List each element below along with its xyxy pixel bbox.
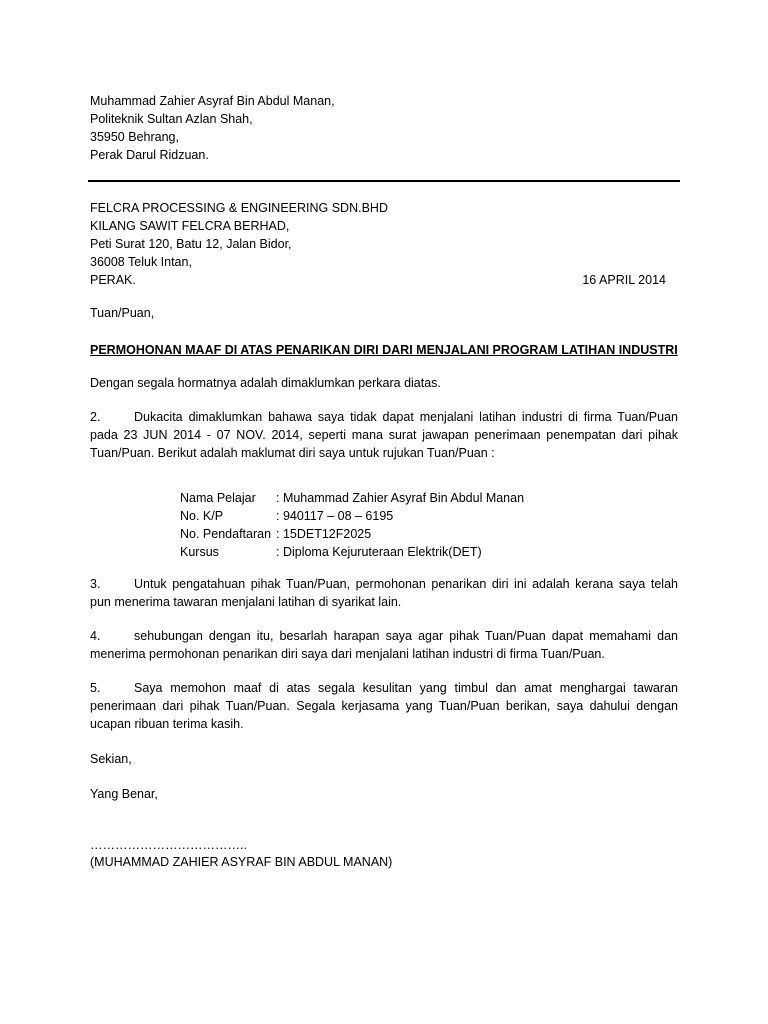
detail-label: Nama Pelajar (180, 491, 256, 505)
recipient-date-row (90, 271, 678, 289)
detail-label: Kursus (180, 545, 219, 559)
recipient-line: Peti Surat 120, Batu 12, Jalan Bidor, (90, 237, 292, 251)
paragraph-4 (90, 627, 678, 663)
recipient-line: PERAK. (90, 273, 136, 287)
paragraph-number: 2. (90, 410, 101, 424)
student-details (180, 489, 524, 561)
signature-line: ……………………………….. (90, 838, 247, 852)
detail-value: : 940117 – 08 – 6195 (276, 509, 394, 523)
detail-row (180, 525, 524, 543)
recipient-line: KILANG SAWIT FELCRA BERHAD, (90, 219, 290, 233)
sender-address-line: Perak Darul Ridzuan. (90, 148, 209, 162)
paragraph-2 (90, 408, 678, 462)
header-divider (88, 180, 680, 182)
detail-label: No. K/P (180, 509, 224, 523)
paragraph-text: Dukacita dimaklumkan bahawa saya tidak dapat menjalani latihan industri di firma Tuan/Puan pada 23 JUN 2014 - 07 NOV. 2014, seperti mana surat jawapan penerimaan penempatan dari pihak Tuan/Puan. Berikut adalah maklumat diri saya untuk rujukan Tuan/Puan : (90, 410, 678, 460)
sender-name: Muhammad Zahier Asyraf Bin Abdul Manan, (90, 94, 335, 108)
paragraph-number: 5. (90, 681, 101, 695)
detail-row (180, 543, 524, 561)
paragraph-3 (90, 575, 678, 611)
signature-name: (MUHAMMAD ZAHIER ASYRAF BIN ABDUL MANAN) (90, 855, 393, 869)
subject-line (90, 341, 678, 359)
detail-row (180, 489, 524, 507)
subject-text: PERMOHONAN MAAF DI ATAS PENARIKAN DIRI DARI MENJALANI PROGRAM LATIHAN INDUSTRI (90, 343, 678, 357)
sender-address (90, 92, 678, 164)
paragraph-5 (90, 679, 678, 733)
closing-yang-benar: Yang Benar, (90, 787, 158, 801)
detail-value: : Muhammad Zahier Asyraf Bin Abdul Manan (276, 491, 525, 505)
detail-value: : 15DET12F2025 (276, 527, 372, 541)
recipient-line: 36008 Teluk Intan, (90, 255, 192, 269)
closing-sekian: Sekian, (90, 752, 132, 766)
paragraph-text: sehubungan dengan itu, besarlah harapan saya agar pihak Tuan/Puan dapat memahami dan menerima permohonan penarikan diri saya dari menjalani latihan industri di firma Tuan/Puan. (90, 629, 678, 661)
sender-address-line: 35950 Behrang, (90, 130, 179, 144)
letter-date: 16 APRIL 2014 (582, 273, 666, 287)
opening-sentence: Dengan segala hormatnya adalah dimaklumkan perkara diatas. (90, 376, 441, 390)
paragraph-text: Saya memohon maaf di atas segala kesulitan yang timbul dan amat menghargai tawaran penerimaan dari pihak Tuan/Puan. Segala kerjasama yang Tuan/Puan berikan, saya dahului dengan ucapan ribuan terima kasih. (90, 681, 678, 731)
paragraph-text: Untuk pengatahuan pihak Tuan/Puan, permohonan penarikan diri ini adalah kerana saya telah pun menerima tawaran menjalani latihan di syarikat lain. (90, 577, 678, 609)
paragraph-number: 3. (90, 577, 101, 591)
detail-label: No. Pendaftaran (180, 527, 272, 541)
paragraph-number: 4. (90, 629, 101, 643)
recipient-line: FELCRA PROCESSING & ENGINEERING SDN.BHD (90, 201, 388, 215)
detail-row (180, 507, 524, 525)
salutation: Tuan/Puan, (90, 306, 155, 320)
detail-value: : Diploma Kejuruteraan Elektrik(DET) (276, 545, 482, 559)
recipient-address (90, 199, 678, 289)
sender-address-line: Politeknik Sultan Azlan Shah, (90, 112, 253, 126)
